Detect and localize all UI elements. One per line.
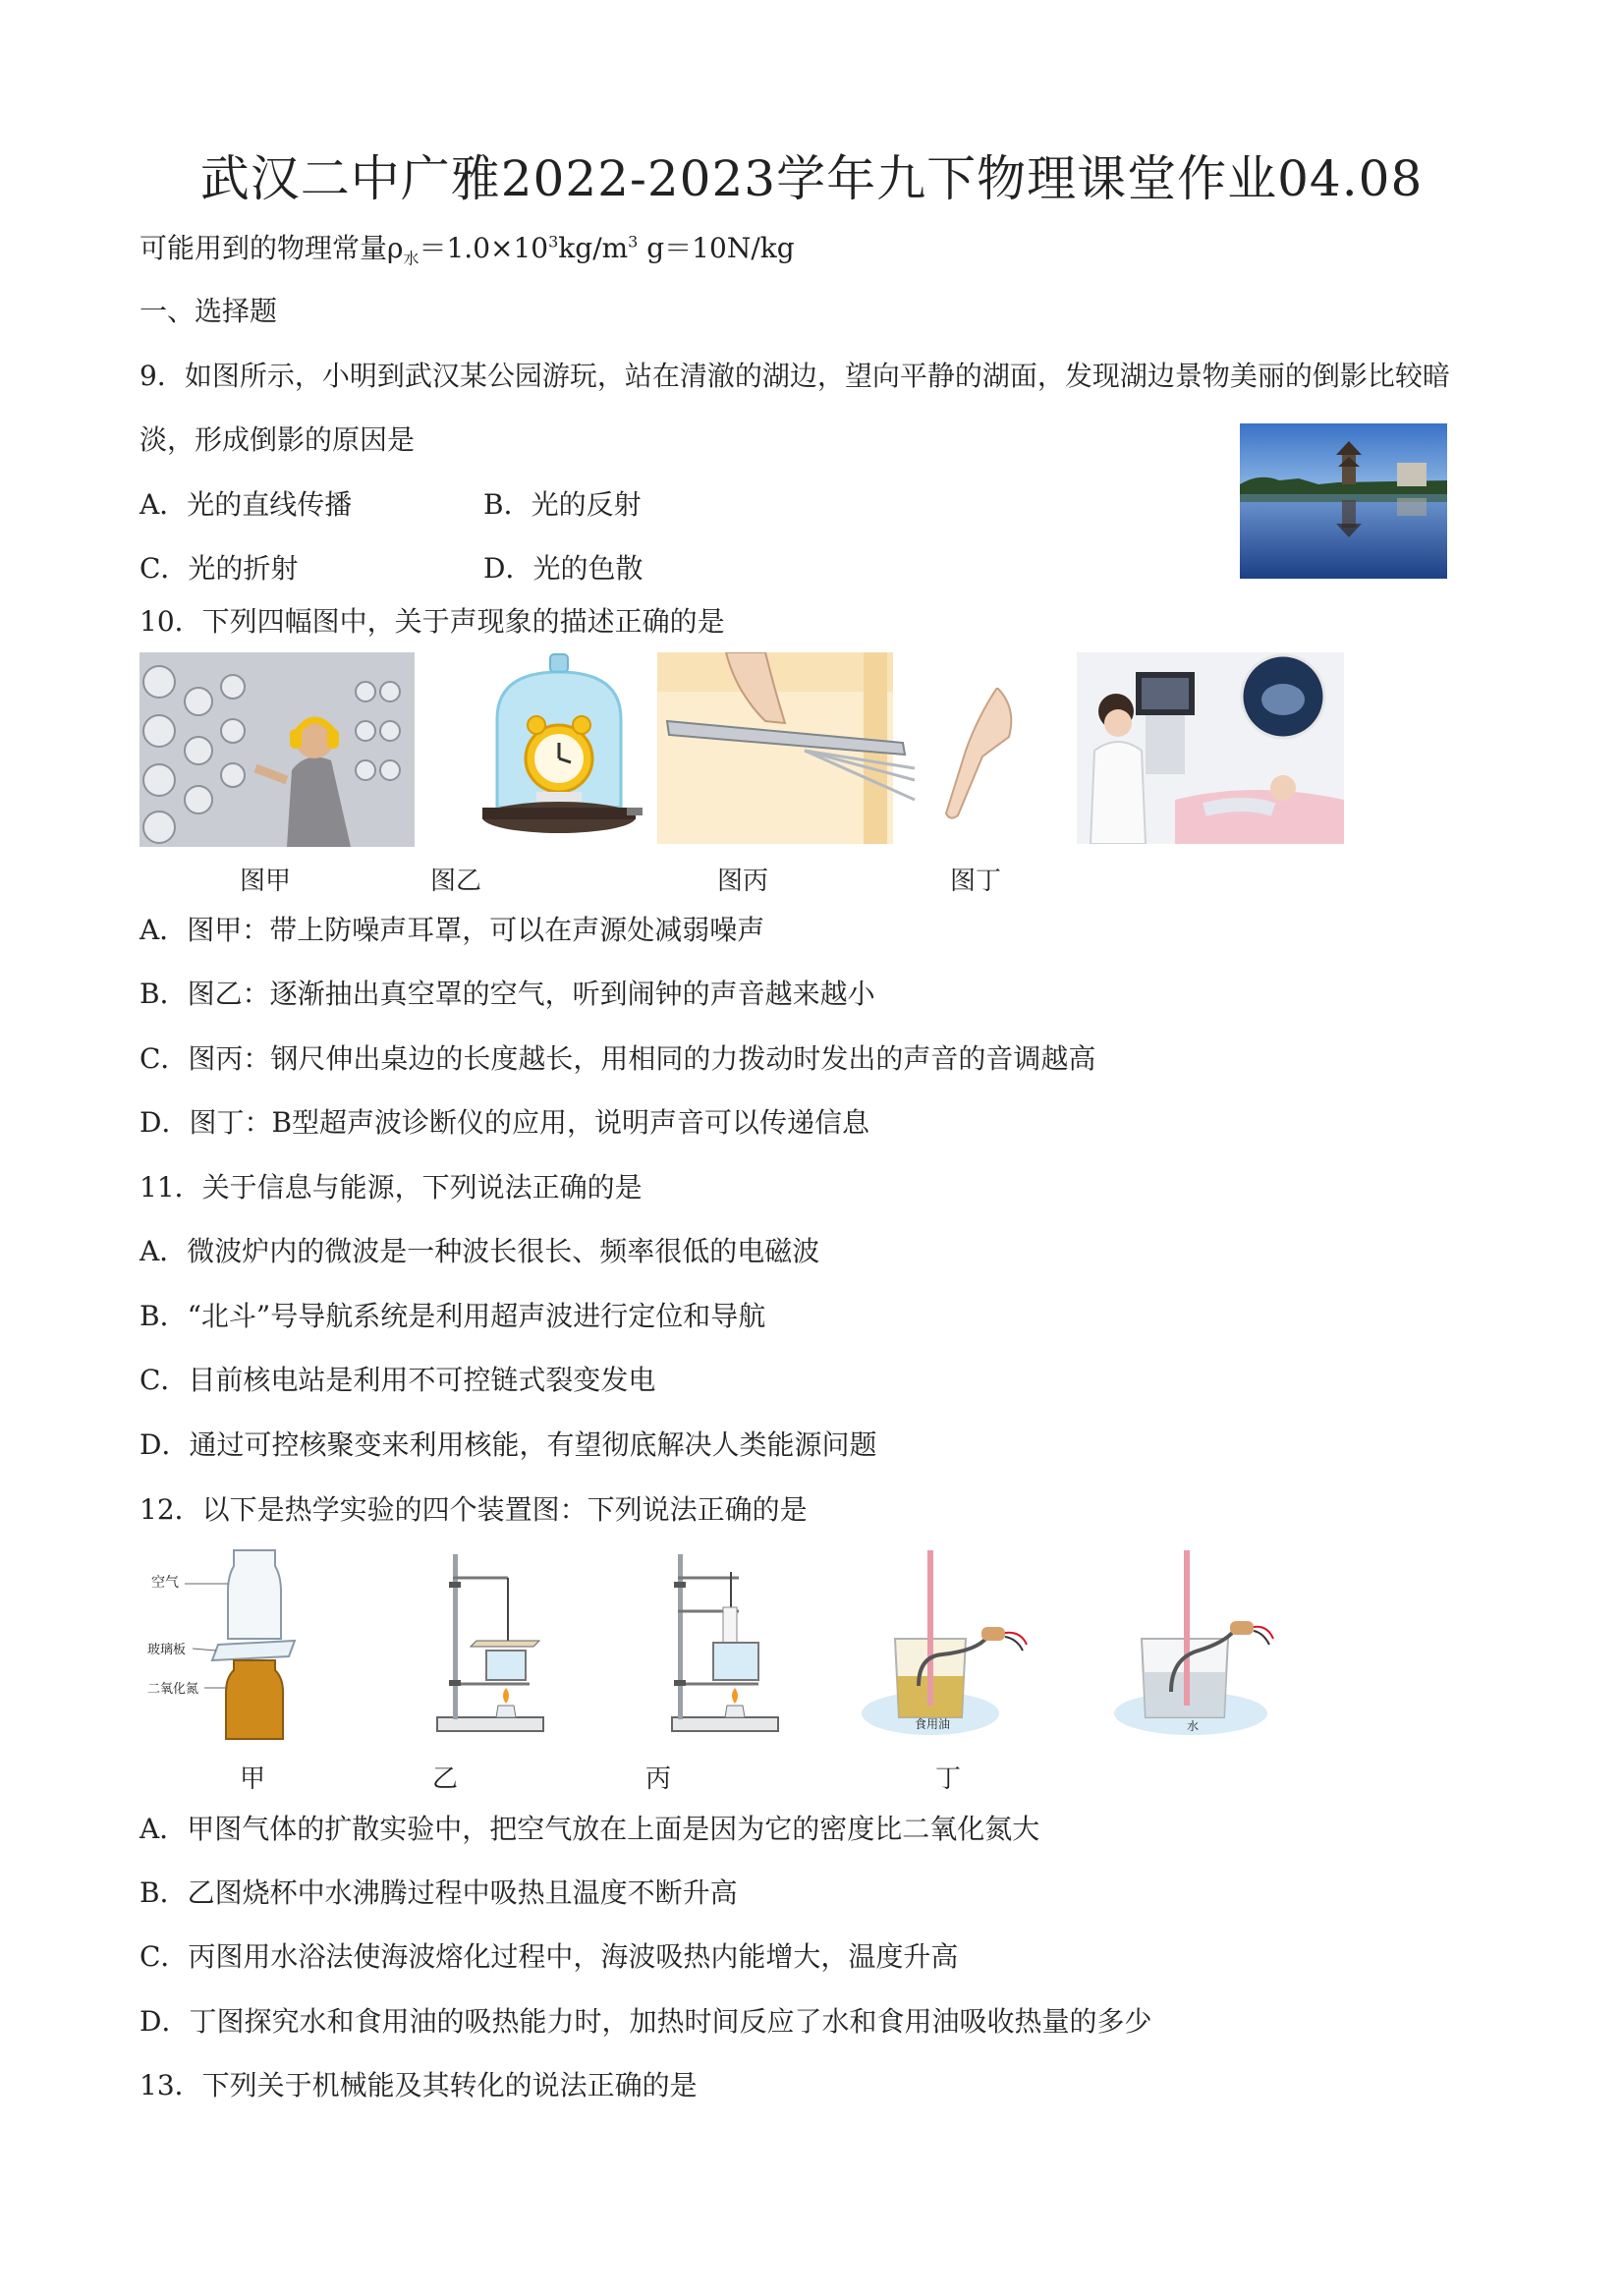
q10-caption-bing: 图丙: [717, 867, 769, 896]
q11-option-d: D．通过可控核聚变来利用核能，有望彻底解决人类能源问题: [140, 1428, 877, 1461]
label-no2: 二氧化氮: [147, 1682, 199, 1697]
q11-option-c: C．目前核电站是利用不可控链式裂变发电: [140, 1364, 656, 1396]
q10-option-a: A．图甲：带上防噪声耳罩，可以在声源处减弱噪声: [140, 914, 765, 946]
q12-caption-jia: 甲: [240, 1764, 266, 1794]
lake-reflection-photo: [1240, 423, 1447, 579]
q9-option-a: A．光的直线传播: [140, 488, 353, 521]
physics-constants: 可能用到的物理常量$\rho_水=1.0\times 10^3kg/m^3$ g＝10N/kg: [140, 232, 795, 268]
figure-jia-earmuff-factory: [140, 652, 415, 847]
q10-option-d: D．图丁：B型超声波诊断仪的应用，说明声音可以传递信息: [140, 1106, 870, 1139]
q10-caption-ding: 图丁: [950, 867, 1002, 896]
figure-jia-diffusion-bottles: [147, 1548, 314, 1741]
q9-option-d: D．光的色散: [483, 552, 644, 585]
q10-stem: 10．下列四幅图中，关于声现象的描述正确的是: [140, 605, 725, 638]
q10-caption-jia: 图甲: [240, 867, 292, 896]
q12-option-c: C．丙图用水浴法使海波熔化过程中，海波吸热内能增大，温度升高: [140, 1940, 959, 1973]
q10-option-b: B．图乙：逐渐抽出真空罩的空气，听到闹钟的声音越来越小: [140, 978, 875, 1010]
label-oil: 食用油: [915, 1717, 951, 1731]
figure-ding-oil-heating: [860, 1548, 1056, 1741]
q12-option-a: A．甲图气体的扩散实验中，把空气放在上面是因为它的密度比二氧化氮大: [140, 1813, 1040, 1845]
figure-ding-ultrasound: [1077, 652, 1344, 844]
q11-option-b: B．“北斗”号导航系统是利用超声波进行定位和导航: [140, 1300, 766, 1332]
section-heading: 一、选择题: [140, 295, 278, 327]
q12-option-d: D．丁图探究水和食用油的吸热能力时，加热时间反应了水和食用油吸收热量的多少: [140, 2005, 1152, 2038]
q12-caption-bing: 丙: [645, 1764, 672, 1794]
q11-stem: 11．关于信息与能源，下列说法正确的是: [140, 1171, 643, 1204]
label-air: 空气: [151, 1575, 179, 1591]
q10-caption-yi: 图乙: [430, 867, 482, 896]
page-title: 武汉二中广雅2022-2023学年九下物理课堂作业04.08: [199, 150, 1424, 207]
q11-option-a: A．微波炉内的微波是一种波长很长、频率很低的电磁波: [140, 1235, 820, 1267]
figure-yi-bell-jar-clock: [477, 650, 644, 847]
q12-caption-yi: 乙: [432, 1764, 459, 1794]
q9-stem-line1: 9．如图所示，小明到武汉某公园游玩，站在清澈的湖边，望向平静的湖面，发现湖边景物美丽的倒影比较暗: [140, 360, 1450, 392]
label-glass-plate: 玻璃板: [147, 1643, 187, 1657]
figure-bing-ruler-desk: [657, 652, 930, 844]
q12-option-b: B．乙图烧杯中水沸腾过程中吸热且温度不断升高: [140, 1876, 738, 1909]
q10-option-c: C．图丙：钢尺伸出桌边的长度越长，用相同的力拨动时发出的声音的音调越高: [140, 1042, 1096, 1075]
figure-yi-boiling-stand: [427, 1548, 547, 1741]
figure-bing-water-bath: [660, 1548, 782, 1741]
q12-stem: 12．以下是热学实验的四个装置图：下列说法正确的是: [140, 1493, 808, 1526]
q9-stem-line2: 淡，形成倒影的原因是: [140, 423, 416, 456]
q9-option-b: B．光的反射: [483, 488, 642, 521]
q12-caption-ding: 丁: [935, 1764, 962, 1794]
figure-ding-water-heating: [1106, 1548, 1289, 1741]
label-water: 水: [1187, 1719, 1200, 1733]
figure-bing-finger: [938, 688, 1027, 825]
q9-option-c: C．光的折射: [140, 552, 299, 585]
q13-stem: 13．下列关于机械能及其转化的说法正确的是: [140, 2069, 698, 2101]
